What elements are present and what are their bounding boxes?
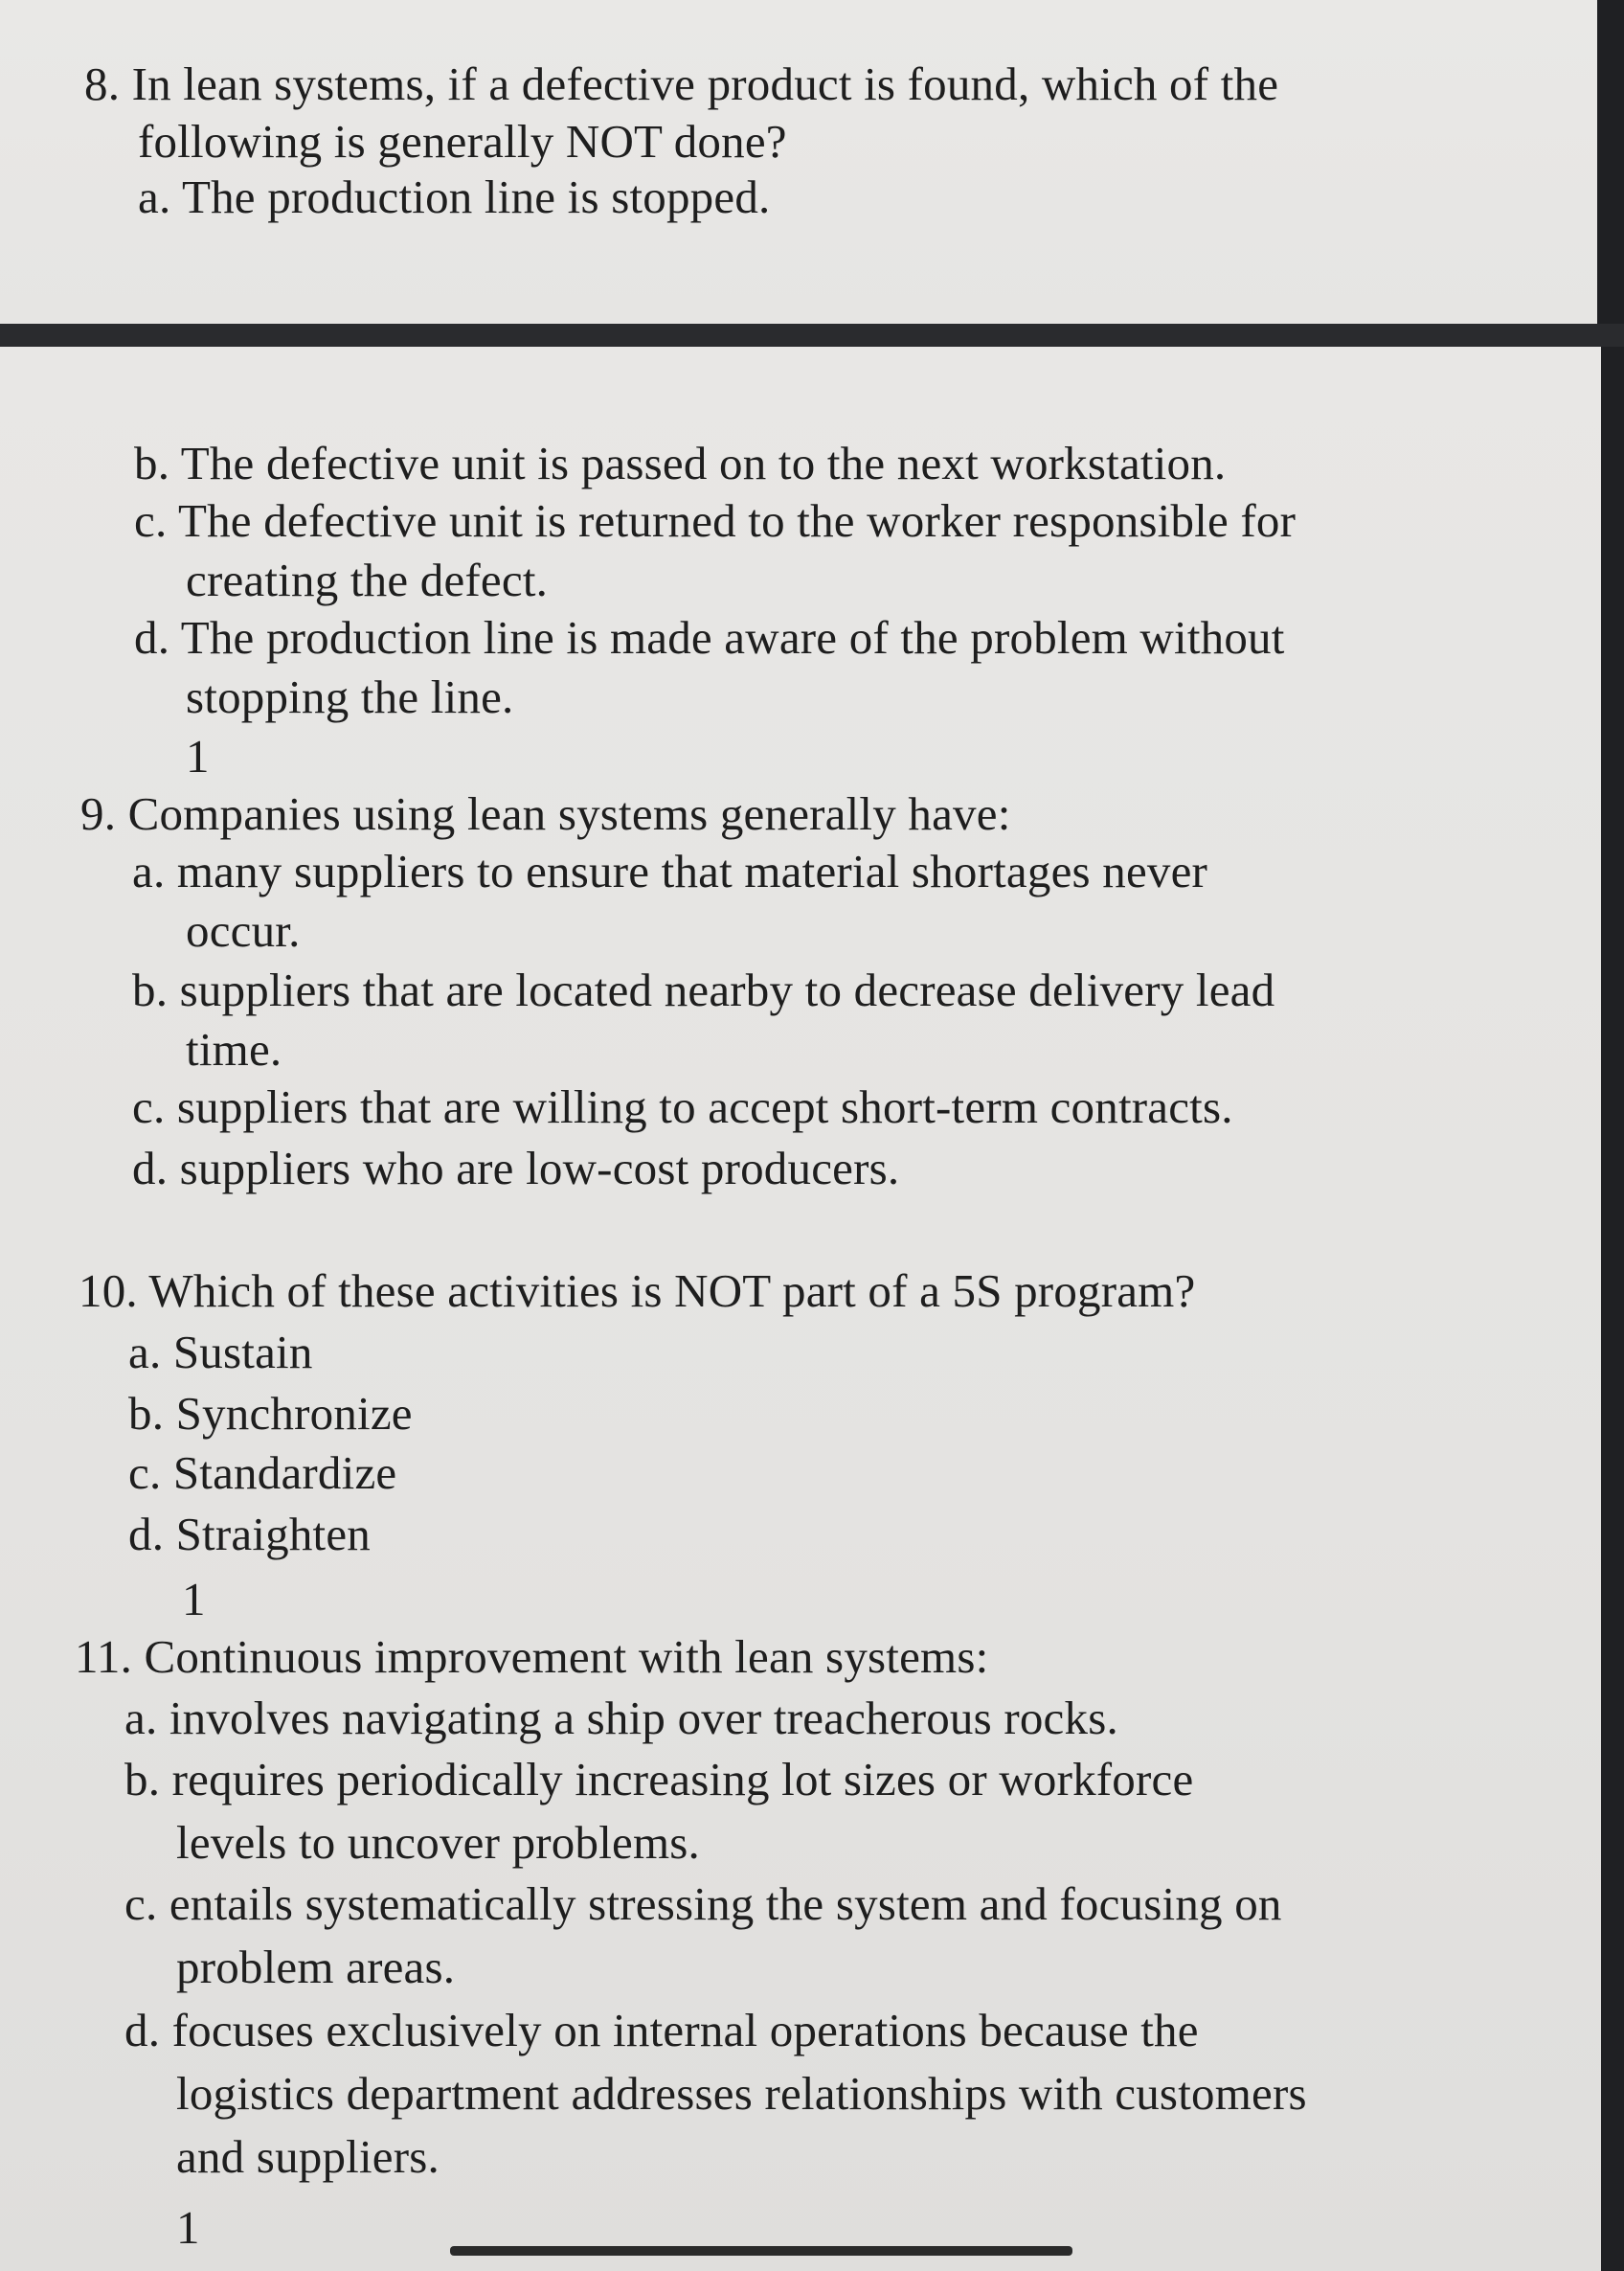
question-8-option-b: b. The defective unit is passed on to the next workstation. xyxy=(134,437,1227,489)
question-8-points: 1 xyxy=(186,730,210,783)
question-8-option-c-line-2: creating the defect. xyxy=(186,554,549,606)
question-10-option-a: a. Sustain xyxy=(128,1326,313,1378)
question-10-option-b: b. Synchronize xyxy=(128,1387,413,1440)
question-11-stem: 11. Continuous improvement with lean systems: xyxy=(75,1630,989,1683)
question-8-option-d-line-1: d. The production line is made aware of the problem without xyxy=(134,611,1285,664)
bottom-rule xyxy=(450,2246,1072,2256)
question-9-option-a-line-2: occur. xyxy=(186,904,301,957)
question-9-option-c: c. suppliers that are willing to accept short-term contracts. xyxy=(132,1080,1233,1133)
question-10-option-d: d. Straighten xyxy=(128,1508,372,1560)
question-9-stem: 9. Companies using lean systems generally have: xyxy=(80,787,1011,840)
question-8-option-c-line-1: c. The defective unit is returned to the worker responsible for xyxy=(134,494,1297,547)
question-10-option-c: c. Standardize xyxy=(128,1446,397,1499)
question-10-points: 1 xyxy=(182,1573,206,1625)
question-11-points: 1 xyxy=(176,2201,200,2254)
question-9-option-d: d. suppliers who are low-cost producers. xyxy=(132,1142,900,1194)
question-11-option-b-line-1: b. requires periodically increasing lot sizes or workforce xyxy=(124,1753,1194,1805)
question-9-option-a-line-1: a. many suppliers to ensure that material shortages never xyxy=(132,845,1208,897)
question-11-option-d-line-3: and suppliers. xyxy=(176,2130,440,2183)
question-8-option-d-line-2: stopping the line. xyxy=(186,670,514,723)
question-8-option-a: a. The production line is stopped. xyxy=(138,170,771,223)
question-11-option-c-line-2: problem areas. xyxy=(176,1941,456,1993)
question-11-option-a: a. involves navigating a ship over treacherous rocks. xyxy=(124,1692,1118,1744)
question-11-option-d-line-1: d. focuses exclusively on internal operations because the xyxy=(124,2004,1199,2056)
question-9-option-b-line-1: b. suppliers that are located nearby to decrease delivery lead xyxy=(132,964,1275,1016)
page-divider xyxy=(0,324,1624,347)
question-8-stem-line-1: 8. In lean systems, if a defective product is found, which of the xyxy=(84,57,1279,110)
question-11-option-b-line-2: levels to uncover problems. xyxy=(176,1816,700,1869)
question-9-option-b-line-2: time. xyxy=(186,1023,282,1076)
question-11-option-c-line-1: c. entails systematically stressing the system and focusing on xyxy=(124,1877,1282,1930)
question-11-option-d-line-2: logistics department addresses relationships with customers xyxy=(176,2067,1307,2120)
question-10-stem: 10. Which of these activities is NOT part of a 5S program? xyxy=(79,1264,1196,1317)
question-8-stem-line-2: following is generally NOT done? xyxy=(138,115,787,168)
